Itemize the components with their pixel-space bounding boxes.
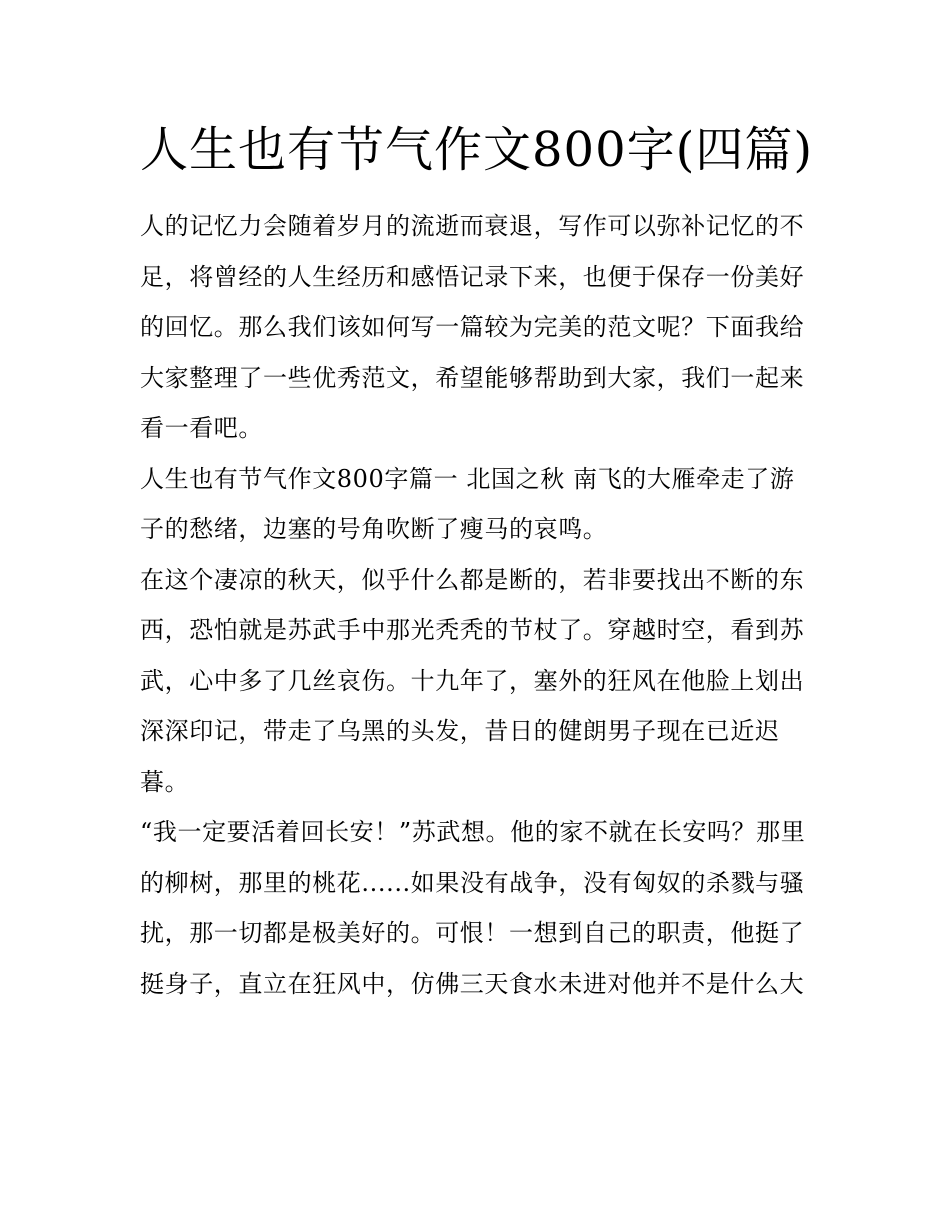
document-body	[140, 112, 816, 1009]
paragraph-changan: “我一定要活着回长安！”苏武想。他的家不就在长安吗？那里的柳树，那里的桃花......如果没有战争，没有匈奴的杀戮与骚扰，那一切都是极美好的。可恨！一想到自己的职责，他挺了挺身子，直立在狂风中，仿佛三天食水未进对他并不是什么大	[140, 818, 806, 998]
paragraph-intro: 人的记忆力会随着岁月的流逝而衰退，写作可以弥补记忆的不足，将曾经的人生经历和感悟记录下来，也便于保存一份美好的回忆。那么我们该如何写一篇较为完美的范文呢？下面我给大家整理了一些优秀范文，希望能够帮助到大家，我们一起来看一看吧。	[140, 212, 805, 442]
paragraph-autumn-su-wu: 在这个凄凉的秋天，似乎什么都是断的，若非要找出不断的东西，恐怕就是苏武手中那光秃秃的节杖了。穿越时空，看到苏武，心中多了几丝哀伤。十九年了，塞外的狂风在他脸上划出深深印记，带走了乌黑的头发，昔日的健朗男子现在已近迟暮。	[140, 565, 805, 796]
document-title: 人生也有节气作文800字(四篇)	[140, 122, 814, 178]
paragraph-essay-one-opening: 人生也有节气作文800字篇一 北国之秋 南飞的大雁牵走了游子的愁绪，边塞的号角吹断了瘦马的哀鸣。	[140, 464, 795, 543]
